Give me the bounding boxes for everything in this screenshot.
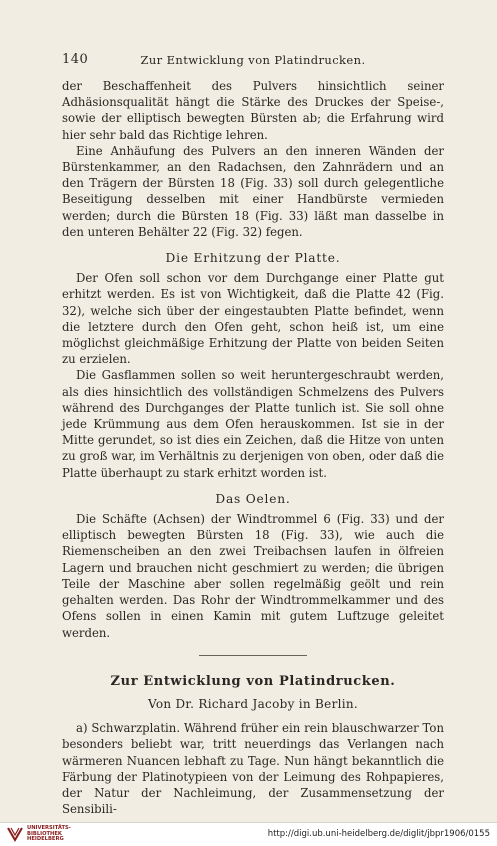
library-logo-icon xyxy=(6,826,24,842)
paragraph: Die Schäfte (Achsen) der Windtrommel 6 (Fig. 33) und der elliptisch bewegten Bürsten 18 (Fig. 33), wie auch die Riemenscheiben an den zwei Treibachsen laufen in ölfreien Lagern und brauchen nicht geschmiert zu werden; die übrigen Teile der Maschine aber sollen regelmäßig geölt und rein gehalten werden. Das Rohr der Windtrommelkammer und des Ofens sollen in einen Kamin mit gutem Luftzuge geleitet werden. xyxy=(62,512,444,640)
library-logo-text: UNIVERSITÄTS- BIBLIOTHEK HEIDELBERG xyxy=(27,825,71,843)
running-head: Zur Entwicklung von Platindrucken. xyxy=(140,53,366,67)
paragraph: der Beschaffenheit des Pulvers hinsichtlich seiner Adhäsionsqualität hängt die Stärke des Druckes der Speise-, sowie der elliptisch bewegten Bürsten ab; die Erfahrung wird hier sehr bald das Richtige lehren. xyxy=(62,79,444,142)
paragraph: Die Gasflammen sollen so weit heruntergeschraubt werden, als dies hinsichtlich des vollständigen Schmelzens des Pulvers während des Durchganges der Platte tunlich ist. Sie soll ohne jede Krümmung aus dem Ofen herauskommen. Ist sie in der Mitte gerundet, so ist dies ein Zeichen, daß die Hitze von unten zu groß war, im Verhältnis zu derjenigen von oben, oder daß die Platte überhaupt zu stark erhitzt worden ist. xyxy=(62,368,444,480)
source-url-link[interactable]: http://digi.ub.uni-heidelberg.de/diglit/jbpr1906/0155 xyxy=(267,829,490,839)
section-heading: Das Oelen. xyxy=(215,491,291,506)
digitization-footer xyxy=(0,822,497,846)
section-heading: Die Erhitzung der Platte. xyxy=(165,251,341,266)
article-title: Zur Entwicklung von Platindrucken. xyxy=(110,673,396,689)
page-header xyxy=(62,50,444,70)
article-author: Von Dr. Richard Jacoby in Berlin. xyxy=(147,696,359,711)
page-number: 140 xyxy=(62,52,89,67)
body-text xyxy=(62,78,444,817)
paragraph: Der Ofen soll schon vor dem Durchgange einer Platte gut erhitzt werden. Es ist von Wichtigkeit, daß die Platte 42 (Fig. 32), welche sich über der eingestaubten Platte befindet, wenn die letztere durch den Ofen geht, schon heiß ist, um eine möglichst gleichmäßige Erhitzung der Platte von beiden Seiten zu erzielen. xyxy=(62,271,444,367)
section-divider xyxy=(199,655,307,656)
paragraph: a) Schwarzplatin. Während früher ein rein blauschwarzer Ton besonders beliebt war, tritt neuerdings das Verlangen nach wärmeren Nuancen lebhaft zu Tage. Nun hängt bekanntlich die Färbung der Platinotypieen von der Leimung des Rohpapieres, der Natur der Nachleimung, der Zusammensetzung der Sensibili- xyxy=(62,721,444,817)
paragraph: Eine Anhäufung des Pulvers an den inneren Wänden der Bürstenkammer, an den Radachsen, den Zahnrädern und an den Trägern der Bürsten 18 (Fig. 33) soll durch gelegentliche Beseitigung desselben mit einer Handbürste vermieden werden; durch die Bürsten 18 (Fig. 33) läßt man dasselbe in den unteren Behälter 22 (Fig. 32) fegen. xyxy=(62,143,444,239)
